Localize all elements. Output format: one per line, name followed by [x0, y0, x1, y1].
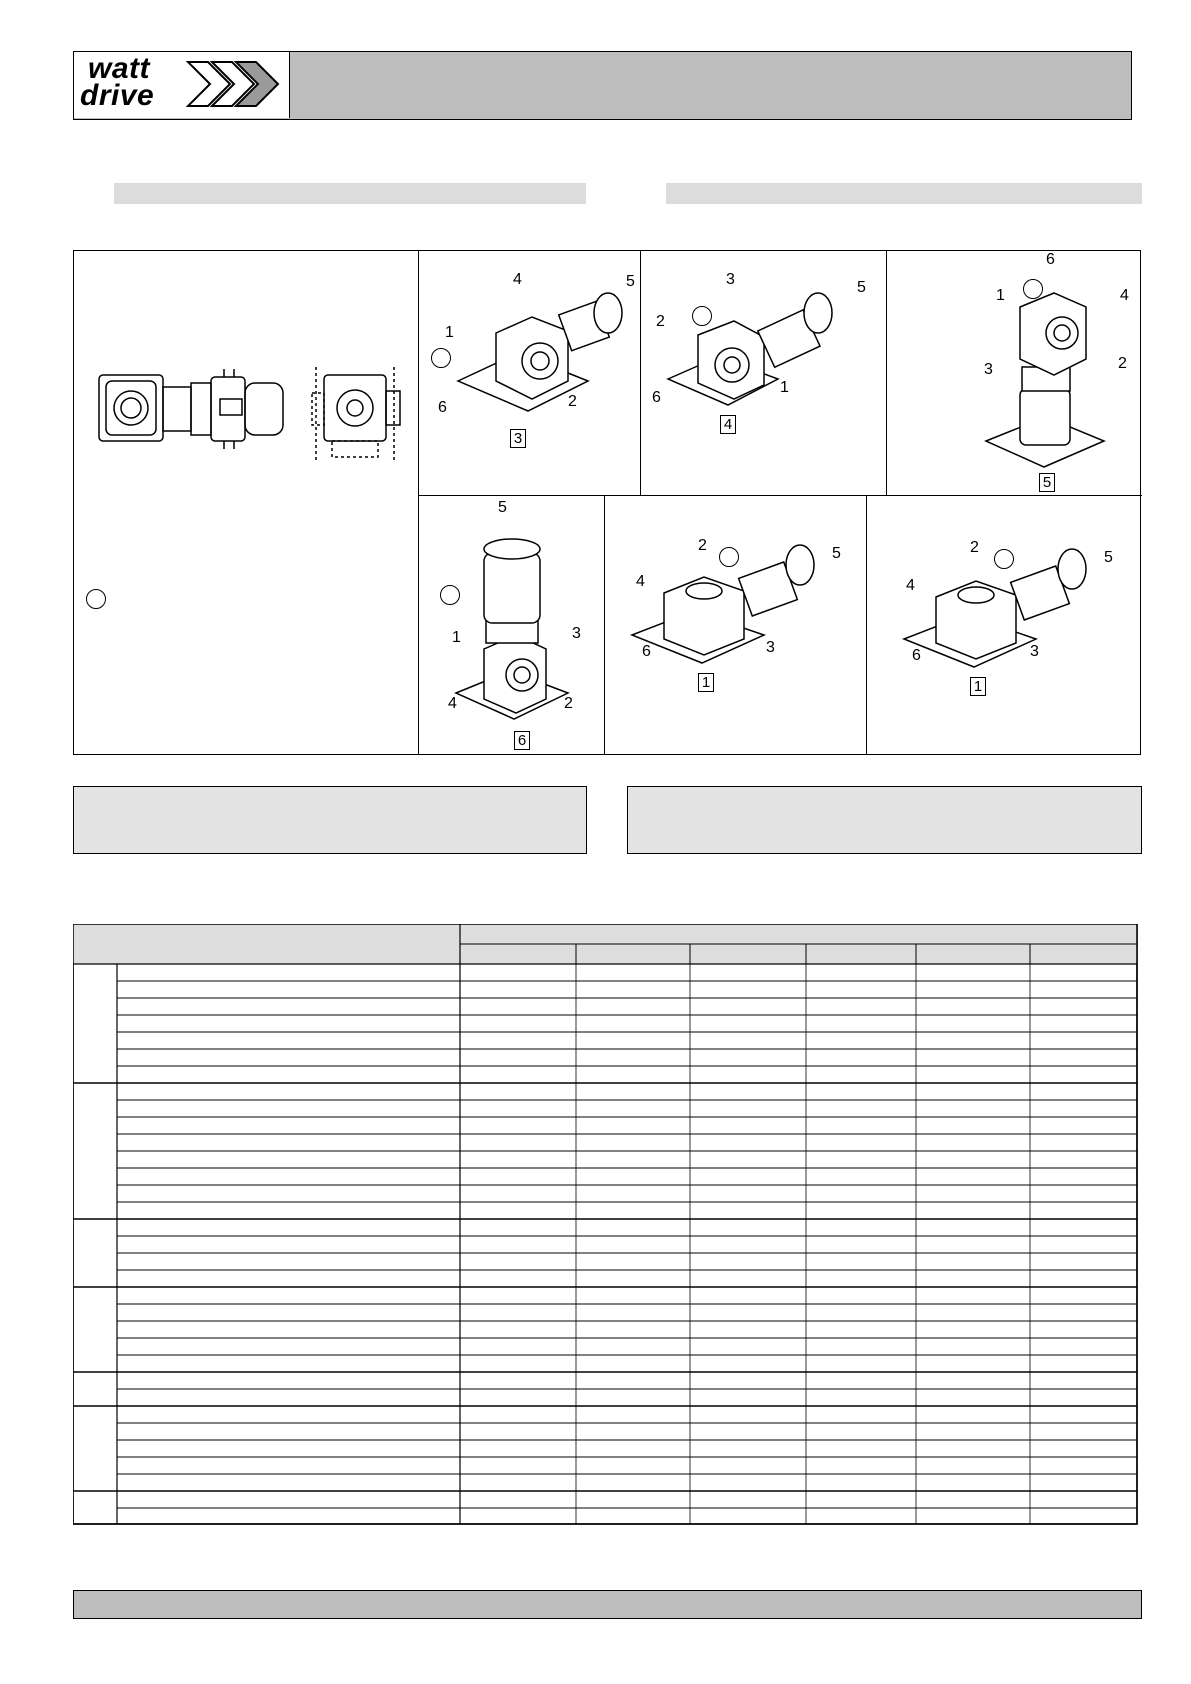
mounting-position-cell-3	[886, 251, 1142, 495]
marker-circle	[431, 348, 451, 368]
arrow-label-bottom-left: 6	[438, 399, 447, 416]
page-header	[73, 51, 1132, 120]
arrow-label-bottom-right: 3	[1030, 643, 1039, 660]
mounting-position-cell-1	[418, 251, 640, 495]
arrow-label-bottom-left: 6	[912, 647, 921, 664]
arrow-label-top: 2	[698, 537, 707, 554]
mounting-code-badge: 3	[510, 429, 526, 448]
arrow-label-bottom-right: 1	[780, 379, 789, 396]
arrow-label-bottom-right: 3	[766, 639, 775, 656]
arrow-label-left: 1	[452, 629, 461, 646]
mounting-code-badge: 1	[970, 677, 986, 696]
marker-circle	[1023, 279, 1043, 299]
gearmotor-iso-icon	[658, 279, 858, 429]
mounting-position-cell-6	[866, 495, 1142, 754]
arrow-label-top: 3	[726, 271, 735, 288]
arrow-label-bottom-right: 2	[564, 695, 573, 712]
mounting-position-cell-2	[640, 251, 886, 495]
arrow-label-right: 5	[857, 279, 866, 296]
arrow-label-right: 4	[1120, 287, 1129, 304]
arrow-label-top: 5	[498, 499, 507, 516]
note-box-right	[627, 786, 1142, 854]
mounting-position-cell-5	[604, 495, 866, 754]
spec-table-grid	[73, 924, 1138, 1525]
arrow-label-top: 2	[970, 539, 979, 556]
arrow-label-bottom-right: 2	[568, 393, 577, 410]
marker-circle	[719, 547, 739, 567]
gearmotor-iso-icon	[450, 523, 580, 723]
spec-table	[73, 924, 1138, 1525]
note-box-left	[73, 786, 587, 854]
arrow-label-left: 1	[996, 287, 1005, 304]
logo-wordmark	[80, 52, 155, 112]
arrow-label-bottom-left: 4	[448, 695, 457, 712]
section-bar-right	[666, 183, 1142, 204]
arrow-label-left: 4	[906, 577, 915, 594]
marker-circle	[994, 549, 1014, 569]
gearbox-outline-drawing	[94, 363, 404, 473]
logo-line-1: watt	[88, 52, 150, 85]
legend-marker-circle	[86, 589, 106, 609]
mounting-code-badge: 5	[1039, 473, 1055, 492]
arrow-label-top: 6	[1046, 251, 1055, 268]
logo	[74, 52, 290, 118]
arrow-label-right: 3	[572, 625, 581, 642]
section-bar-left	[114, 183, 586, 204]
arrow-label-right: 5	[1104, 549, 1113, 566]
mounting-positions-grid	[73, 250, 1141, 755]
arrow-label-bottom-left: 6	[652, 389, 661, 406]
logo-line-2: drive	[80, 79, 155, 112]
arrow-label-lower-right: 2	[1118, 355, 1127, 372]
marker-circle	[692, 306, 712, 326]
mounting-code-badge: 6	[514, 731, 530, 750]
arrow-label-bottom-left: 6	[642, 643, 651, 660]
arrow-label-left: 2	[656, 313, 665, 330]
page-footer	[73, 1590, 1142, 1619]
mounting-code-badge: 1	[698, 673, 714, 692]
arrow-label-top: 4	[513, 271, 522, 288]
gearmotor-iso-icon	[448, 271, 628, 451]
marker-circle	[440, 585, 460, 605]
arrow-label-left: 4	[636, 573, 645, 590]
mounting-position-cell-4	[418, 495, 604, 754]
mounting-code-badge: 4	[720, 415, 736, 434]
arrow-label-right: 5	[626, 273, 635, 290]
arrow-label-right: 5	[832, 545, 841, 562]
arrow-label-lower-left: 3	[984, 361, 993, 378]
arrow-label-left: 1	[445, 324, 454, 341]
logo-chevrons-icon	[186, 60, 281, 108]
